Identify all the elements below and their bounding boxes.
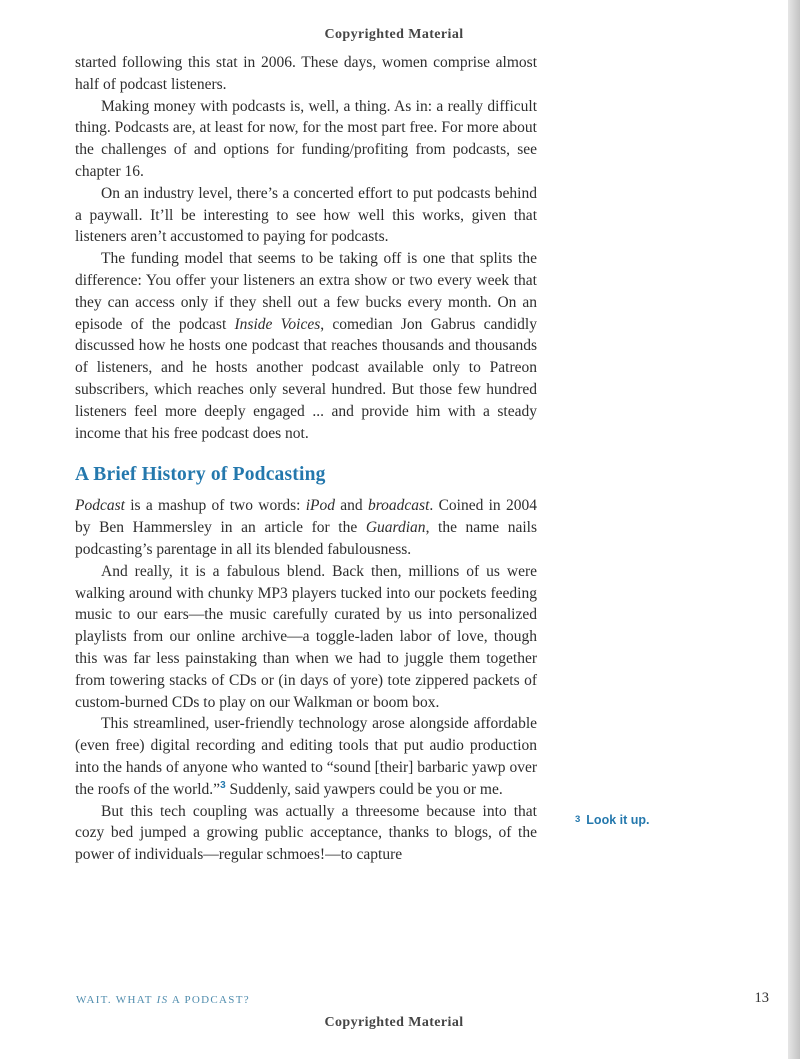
copyright-notice-top: Copyrighted Material (324, 27, 464, 42)
italic-text: Podcast (75, 497, 125, 515)
page-body (75, 52, 537, 866)
paragraph (75, 495, 537, 560)
paragraph (75, 248, 537, 444)
italic-text: iPod (305, 497, 336, 515)
paragraph (75, 561, 537, 714)
text-run: Making money with podcasts is, well, a thing. As in: a really difficult thing. Podcasts are, at least for now, for the most part free. For more about the challenges of and options for funding/profiting from podcasts, see chapter 16. (75, 97, 537, 180)
sidenote-text: Look it up. (586, 813, 650, 827)
text-run: On an industry level, there’s a concerted effort to put podcasts behind a paywall. It’ll be interesting to see how well this works, given that listeners aren’t accustomed to paying for podcasts. (75, 184, 537, 246)
text-run: . Coined in 2004 by Ben Hammersley in an article for the (75, 497, 537, 537)
text-run: is a mashup of two words: (124, 497, 306, 515)
italic-text: Inside Voices (234, 315, 321, 333)
running-head-segment: A PODCAST? (168, 994, 250, 1006)
sidenote-marker: 3 (575, 814, 581, 825)
text-run: , comedian Jon Gabrus candidly discussed how he hosts one podcast that reaches thousands and thousands of listeners, and he hosts another podcast available only to Patreon subscribers, which reaches only several hundred. But those few hundred listeners feel more deeply engaged ... and provide him with a steady income that his free podcast does not. (75, 315, 537, 442)
text-run: This streamlined, user-friendly technology arose alongside affordable (even free) digital recording and editing tools that put audio production into the hands of anyone who wanted to “sound [their] barbaric yawp over the roofs of the world.” (75, 715, 537, 798)
footnote-ref: 3 (220, 779, 226, 791)
text-run: The funding model that seems to be taking off is one that splits the difference: You offer your listeners an extra show or two every week that they can access only if they shell out a few bucks every month. On an episode of the podcast (75, 250, 537, 333)
running-head-segment: IS (156, 994, 169, 1006)
page-edge-shadow (788, 0, 800, 1059)
text-run: A Brief History of Podcasting (75, 464, 326, 486)
text-run: , the name nails podcasting’s parentage in all its blended fabulousness. (75, 519, 537, 558)
text-run: started following this stat in 2006. These days, women comprise almost half of podcast listeners. (75, 54, 537, 93)
paragraph (75, 801, 537, 866)
italic-text: Guardian (365, 519, 426, 537)
paragraph (75, 96, 537, 183)
running-head-segment: WAIT. WHAT (76, 994, 157, 1006)
text-run: and (335, 497, 368, 515)
copyright-notice-bottom: Copyrighted Material (324, 1015, 464, 1030)
text-run: Suddenly, said yawpers could be you or me. (225, 780, 503, 798)
section-heading (75, 462, 537, 488)
running-head (76, 994, 250, 1006)
paragraph (75, 183, 537, 248)
text-run: But this tech coupling was actually a threesome because into that cozy bed jumped a growing public acceptance, thanks to blogs, of the power of individuals—regular schmoes!—to capture (75, 802, 537, 864)
paragraph (75, 713, 537, 800)
text-run: And really, it is a fabulous blend. Back then, millions of us were walking around with chunky MP3 players tucked into our pockets feeding music to our ears—the music carefully curated by us into personalized playlists from our online archive—a toggle-laden labor of love, though this was far less painstaking than when we had to juggle them together from towering stacks of CDs or (in days of yore) tote zippered packets of custom-burned CDs to play on our Walkman or boom box. (75, 562, 537, 711)
page-number: 13 (754, 990, 769, 1006)
italic-text: broadcast (367, 497, 430, 515)
paragraph (75, 52, 537, 96)
sidenote (575, 813, 649, 827)
